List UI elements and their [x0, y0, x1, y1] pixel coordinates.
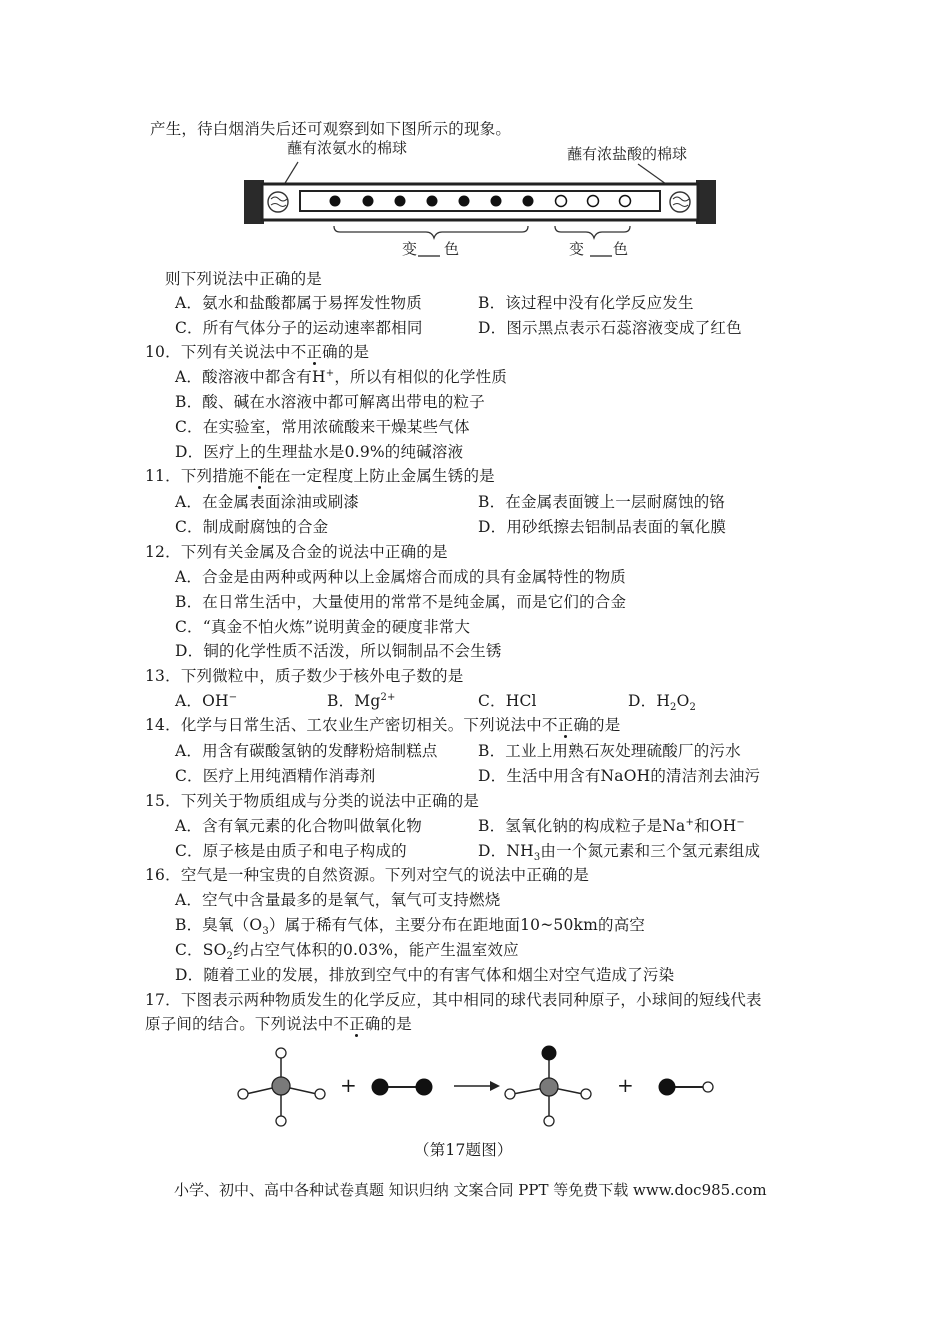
product-molecule-1: [505, 1046, 591, 1127]
q10-option-d: D．医疗上的生理盐水是0.9%的纯碱溶液: [175, 443, 464, 461]
q10-emphasis: 不正确: [290, 343, 338, 361]
q13-a-sup: −: [228, 691, 238, 703]
q10-a-text: A．酸溶液中都含有H: [175, 368, 326, 386]
q14-stem-a: 14．化学与日常生活、工农业生产密切相关。下列说法中: [145, 716, 542, 734]
q10-stem: [145, 341, 369, 363]
fig9-right-change-1: 变: [569, 240, 585, 258]
q15-b-sup1: +: [685, 816, 695, 828]
q13-d-text: D．H: [628, 692, 671, 710]
q14-stem-b: 的是: [589, 716, 621, 734]
q16-option-d: D．随着工业的发展，排放到空气中的有害气体和烟尘对空气造成了污染: [175, 966, 675, 984]
q17-figure-caption: （第17题图）: [414, 1141, 513, 1159]
product-molecule-2: [659, 1079, 714, 1096]
q15-option-b: [478, 815, 745, 837]
q14-emphasis: 不正确: [541, 716, 590, 734]
q13-option-a: [175, 690, 237, 712]
q16-option-b: [175, 914, 645, 936]
q10-option-c: C．在实验室，常用浓硫酸来干燥某些气体: [175, 418, 470, 436]
q11-option-b: B．在金属表面镀上一层耐腐蚀的铬: [478, 493, 726, 511]
q16-b-text2: ）属于稀有气体，主要分布在距地面10~50km的高空: [268, 916, 646, 934]
q14-option-d: D．生活中用含有NaOH的清洁剂去油污: [478, 767, 761, 785]
q16-stem: 16．空气是一种宝贵的自然资源。下列对空气的说法中正确的是: [145, 866, 590, 884]
q15-d-text2: 由一个氮元素和三个氢元素组成: [540, 842, 761, 860]
q15-b-text: B．氢氧化钠的构成粒子是Na: [478, 817, 686, 835]
q12-option-c: C．“真金不怕火炼”说明黄金的硬度非常大: [175, 618, 471, 636]
q14-option-a: A．用含有碳酸氢钠的发酵粉焙制糕点: [175, 742, 438, 760]
q11-option-c: C．制成耐腐蚀的合金: [175, 518, 329, 536]
q11-stem: [145, 465, 495, 487]
q11-number: 11．: [145, 467, 181, 485]
molecule-reaction-figure: [232, 1044, 722, 1128]
q17-stem-line1: 17．下图表示两种物质发生的化学反应，其中相同的球代表同种原子，小球间的短线代表: [145, 991, 762, 1009]
q14-option-b: B．工业上用熟石灰处理硫酸厂的污水: [478, 742, 741, 760]
q9-option-a: A．氨水和盐酸都属于易挥发性物质: [175, 294, 422, 312]
fig9-left-change-2: 色: [444, 240, 460, 258]
q16-b-sub: 3: [262, 926, 269, 938]
reaction-arrow: [454, 1081, 500, 1091]
q10-stem-b: 的是: [337, 343, 370, 361]
q12-option-b: B．在日常生活中，大量使用的常常不是纯金属，而是它们的合金: [175, 593, 627, 611]
q16-option-a: A．空气中含量最多的是氧气，氧气可支持燃烧: [175, 891, 501, 909]
cotton-ball-left: [268, 192, 288, 212]
q10-option-b: B．酸、碱在水溶液中都可解离出带电的粒子: [175, 393, 485, 411]
q11-emphasis: 不能: [243, 467, 276, 485]
q15-d-sub: 3: [533, 852, 541, 864]
q11-stem-b: 在一定程度上防止金属生锈的是: [275, 467, 495, 485]
q11-option-d: D．用砂纸擦去铝制品表面的氧化膜: [478, 518, 727, 536]
intro-text: 产生，待白烟消失后还可观察到如下图所示的现象。: [150, 120, 512, 138]
q17-stem-b: 的是: [380, 1015, 412, 1033]
q14-option-c: C．医疗上用纯酒精作消毒剂: [175, 767, 376, 785]
q15-d-text: D．NH: [478, 842, 534, 860]
q16-c-sub: 2: [226, 951, 234, 963]
q15-stem: 15．下列关于物质组成与分类的说法中正确的是: [145, 792, 480, 810]
q15-b-mid: 和OH: [694, 817, 737, 835]
q9-option-c: C．所有气体分子的运动速率都相同: [175, 319, 423, 337]
q13-option-d: [628, 690, 696, 712]
page-footer: 小学、初中、高中各种试卷真题 知识归纳 文案合同 PPT 等免费下载 www.doc985.com: [174, 1181, 767, 1199]
q17-stem-a: 原子间的结合。下列说法中: [145, 1015, 334, 1033]
q13-option-b: [327, 690, 396, 712]
fig9-right-label: 蘸有浓盐酸的棉球: [567, 145, 688, 163]
q9-stem: 则下列说法中正确的是: [165, 270, 323, 288]
q13-option-c: C．HCl: [478, 692, 537, 710]
q12-stem: 12．下列有关金属及合金的说法中正确的是: [145, 543, 448, 561]
q11-option-a: A．在金属表面涂油或刷漆: [175, 493, 360, 511]
q10-stem-a: 下列有关说法中: [180, 343, 291, 361]
q17-stem-line2: [145, 1013, 412, 1035]
q13-d-mid: O: [676, 692, 690, 710]
q11-stem-a: 下列措施: [180, 467, 244, 485]
q9-option-d: D．图示黑点表示石蕊溶液变成了红色: [478, 319, 742, 337]
reactant-molecule-1: [238, 1048, 325, 1126]
fig9-left-label: 蘸有浓氨水的棉球: [287, 139, 408, 157]
q9-option-b: B．该过程中没有化学反应发生: [478, 294, 694, 312]
cotton-ball-right: [670, 192, 690, 212]
plus-sign-1: +: [340, 1073, 357, 1097]
q13-stem: 13．下列微粒中，质子数少于核外电子数的是: [145, 667, 464, 685]
q13-b-text: B．Mg: [327, 692, 381, 710]
q14-stem: [145, 714, 620, 736]
q16-option-c: [175, 939, 519, 961]
q13-d-sub2: 2: [689, 702, 697, 714]
q10-number: 10．: [145, 343, 181, 361]
q16-c-text2: 约占空气体积的0.03%，能产生温室效应: [233, 941, 519, 959]
q13-d-sub1: 2: [670, 702, 677, 714]
reactant-molecule-2: [372, 1079, 433, 1096]
q13-a-text: A．OH: [175, 692, 229, 710]
q10-a-sup: +: [325, 367, 335, 379]
q15-option-d: [478, 840, 760, 862]
q15-b-sup2: −: [736, 816, 746, 828]
diffusion-tube-figure: [240, 158, 720, 258]
q10-a-text2: ，所以有相似的化学性质: [334, 368, 508, 386]
q12-option-d: D．铜的化学性质不活泼，所以铜制品不会生锈: [175, 642, 502, 660]
q12-option-a: A．合金是由两种或两种以上金属熔合而成的具有金属特性的物质: [175, 568, 626, 586]
q16-c-text: C．SO: [175, 941, 227, 959]
q16-b-text: B．臭氧（O: [175, 916, 263, 934]
fig9-right-change-2: 色: [613, 240, 629, 258]
plus-sign-2: +: [617, 1073, 634, 1097]
q10-option-a: [175, 366, 507, 388]
q13-b-sup: 2+: [380, 691, 396, 703]
fig9-left-change-1: 变: [402, 240, 418, 258]
q15-option-a: A．含有氧元素的化合物叫做氧化物: [175, 817, 422, 835]
q17-emphasis: 不正确: [333, 1015, 381, 1033]
q15-option-c: C．原子核是由质子和电子构成的: [175, 842, 407, 860]
